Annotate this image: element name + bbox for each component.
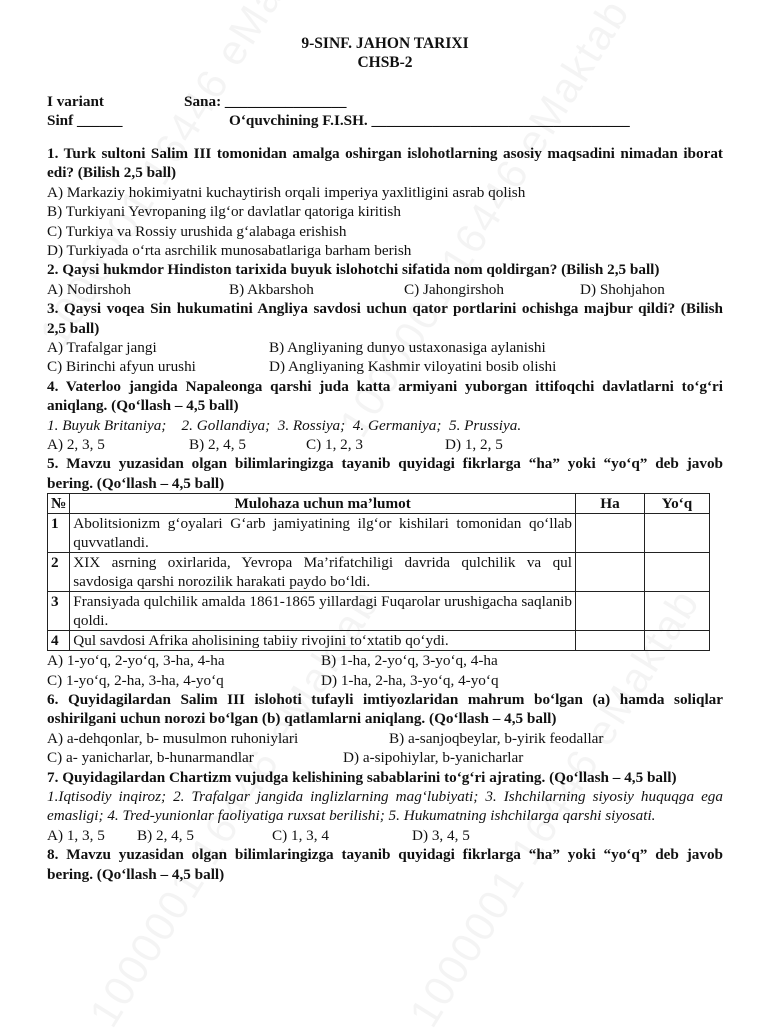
- variant-label: I variant: [47, 93, 104, 110]
- col-ha: Ha: [576, 494, 645, 514]
- question-1: 1. Turk sultoni Salim III tomonidan amalga oshirgan islohotlarning asosiy maqsadini nimadan iborat edi? (Bilish 2,5 ball): [47, 145, 723, 182]
- q6-option-d: D) a-sipohiylar, b-yanicharlar: [343, 749, 524, 767]
- ha-cell[interactable]: [576, 553, 645, 592]
- q3-option-b: B) Angliyaning dunyo ustaxonasiga aylanishi: [269, 339, 546, 357]
- class-label: Sinf ______: [47, 112, 123, 129]
- q7-option-a: A) 1, 3, 5: [47, 826, 105, 844]
- q4-option-b: B) 2, 4, 5: [189, 436, 246, 454]
- q2-option-a: A) Nodirshoh: [47, 280, 131, 298]
- q1-option-c: C) Turkiya va Rossiy urushida g‘alabaga erishish: [47, 222, 347, 240]
- table-row: [48, 514, 710, 553]
- q7-list: 1.Iqtisodiy inqiroz; 2. Trafalgar jangida inglizlarning mag‘lubiyati; 3. Ishchilarning siyosiy huquqga ega emasligi; 4. Tred-yunionlar faoliyatiga ruxsat berilishi; 5. Hukumatning ishchilarga qarshi siyosati.: [47, 788, 723, 825]
- q4-option-d: D) 1, 2, 5: [445, 436, 503, 454]
- col-yoq: Yo‘q: [645, 494, 710, 514]
- row-statement: Qul savdosi Afrika aholisining tabiiy rivojini to‘xtatib qo‘ydi.: [70, 631, 576, 651]
- q1-option-b: B) Turkiyani Yevropaning ilg‘or davlatlar qatoriga kiritish: [47, 203, 401, 221]
- q2-option-b: B) Akbarshoh: [229, 280, 314, 298]
- q5-options-row-1: [47, 651, 723, 670]
- question-4: 4. Vaterloo jangida Napaleonga qarshi juda katta armiyani yuborgan ittifoqchi davlatlarni to‘g‘ri aniqlang. (Qo‘llash – 4,5 ball): [47, 377, 723, 415]
- page-subtitle: CHSB-2: [357, 54, 413, 71]
- row-number: 1: [48, 514, 70, 553]
- question-5: 5. Mavzu yuzasidan olgan bilimlaringizga tayanib quyidagi fikrlarga “ha” yoki “yo‘q” deb javob bering. (Qo‘llash – 4,5 ball): [47, 455, 723, 492]
- table-row: [48, 631, 710, 651]
- q3-option-c: C) Birinchi afyun urushi: [47, 358, 196, 376]
- page-title: 9-SINF. JAHON TARIXI: [301, 35, 469, 52]
- q5-option-a: A) 1-yo‘q, 2-yo‘q, 3-ha, 4-ha: [47, 652, 225, 670]
- student-name-label: O‘quvchining F.I.SH. __________________________________: [229, 112, 630, 129]
- q6-option-a: A) a-dehqonlar, b- musulmon ruhoniylari: [47, 729, 299, 747]
- question-6: 6. Quyidagilardan Salim III islohoti tufayli imtiyozlaridan mahrum bo‘lgan (a) hamda soliqlar oshirilgani uchun norozi bo‘lgan (b) qatlamlarni aniqlang. (Qo‘llash – 4,5 ball): [47, 691, 723, 728]
- col-statement: Mulohaza uchun ma’lumot: [70, 494, 576, 514]
- q4-list: 1. Buyuk Britaniya; 2. Gollandiya; 3. Rossiya; 4. Germaniya; 5. Prussiya.: [47, 416, 522, 434]
- q3-options-row-1: [47, 338, 723, 357]
- ha-cell[interactable]: [576, 631, 645, 651]
- question-8: 8. Mavzu yuzasidan olgan bilimlaringizga tayanib quyidagi fikrlarga “ha” yoki “yo‘q” deb javob bering. (Qo‘llash – 4,5 ball): [47, 846, 723, 883]
- q7-option-c: C) 1, 3, 4: [272, 826, 329, 844]
- meta-row-1: [47, 92, 723, 111]
- q1-option-d: D) Turkiyada o‘rta asrchilik munosabatlariga barham berish: [47, 242, 412, 260]
- q6-options-row-2: [47, 748, 723, 767]
- meta-row-2: [47, 111, 723, 130]
- ha-cell[interactable]: [576, 514, 645, 553]
- q4-options: [47, 435, 723, 454]
- q5-option-d: D) 1-ha, 2-ha, 3-yo‘q, 4-yo‘q: [321, 671, 499, 689]
- q4-option-c: C) 1, 2, 3: [306, 436, 363, 454]
- row-number: 4: [48, 631, 70, 651]
- row-statement: Fransiyada qulchilik amalda 1861-1865 yillardagi Fuqarolar urushigacha saqlanib qoldi.: [70, 592, 576, 631]
- row-number: 2: [48, 553, 70, 592]
- q5-options-row-2: [47, 671, 723, 690]
- row-number: 3: [48, 592, 70, 631]
- table-row: [48, 553, 710, 592]
- q2-option-c: C) Jahongirshoh: [404, 280, 504, 298]
- col-number: №: [48, 494, 70, 514]
- q7-options: [47, 826, 723, 845]
- row-statement: XIX asrning oxirlarida, Yevropa Ma’rifatchiligi davrida qulchilik va qul savdosiga qarshi norozilik harakati paydo bo‘ldi.: [70, 553, 576, 592]
- statements-table: [47, 493, 710, 651]
- q3-option-d: D) Angliyaning Kashmir viloyatini bosib olishi: [269, 358, 557, 376]
- q2-options: [47, 280, 723, 299]
- q2-option-d: D) Shohjahon: [580, 280, 665, 298]
- q5-option-b: B) 1-ha, 2-yo‘q, 3-yo‘q, 4-ha: [321, 652, 498, 670]
- q6-option-c: C) a- yanicharlar, b-hunarmandlar: [47, 749, 254, 767]
- q1-option-a: A) Markaziy hokimiyatni kuchaytirish orqali imperiya yaxlitligini asrab qolish: [47, 183, 526, 201]
- ha-cell[interactable]: [576, 592, 645, 631]
- q4-option-a: A) 2, 3, 5: [47, 436, 105, 454]
- table-row: [48, 592, 710, 631]
- question-7: 7. Quyidagilardan Chartizm vujudga kelishining sabablarini to‘g‘ri ajrating. (Qo‘llash – 4,5 ball): [47, 768, 677, 786]
- q5-option-c: C) 1-yo‘q, 2-ha, 3-ha, 4-yo‘q: [47, 671, 224, 689]
- yoq-cell[interactable]: [645, 553, 710, 592]
- date-label: Sana: ________________: [184, 93, 347, 110]
- q3-options-row-2: [47, 357, 723, 376]
- yoq-cell[interactable]: [645, 592, 710, 631]
- row-statement: Abolitsionizm g‘oyalari G‘arb jamiyatining ilg‘or kishilari tomonidan qo‘llab quvvatlandi.: [70, 514, 576, 553]
- q6-options-row-1: [47, 729, 723, 748]
- question-3: 3. Qaysi voqea Sin hukumatini Angliya savdosi uchun qator portlarini ochishga majbur qildi? (Bilish 2,5 ball): [47, 300, 723, 337]
- q7-option-d: D) 3, 4, 5: [412, 826, 470, 844]
- q3-option-a: A) Trafalgar jangi: [47, 339, 157, 357]
- yoq-cell[interactable]: [645, 514, 710, 553]
- q7-option-b: B) 2, 4, 5: [137, 826, 194, 844]
- q6-option-b: B) a-sanjoqbeylar, b-yirik feodallar: [389, 729, 604, 747]
- table-header: [48, 494, 710, 514]
- worksheet-content: [47, 34, 723, 884]
- question-2: 2. Qaysi hukmdor Hindiston tarixida buyuk islohotchi sifatida nom qoldirgan? (Bilish 2,5 ball): [47, 261, 660, 279]
- yoq-cell[interactable]: [645, 631, 710, 651]
